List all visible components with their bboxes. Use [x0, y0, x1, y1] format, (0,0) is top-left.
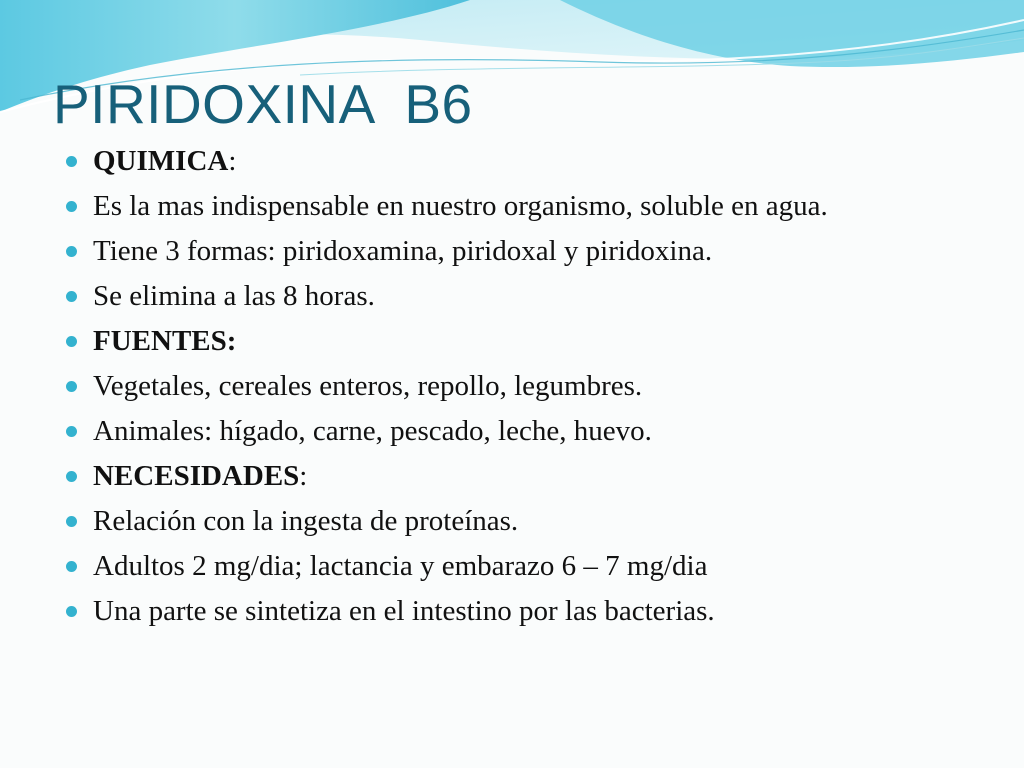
bullet-dot-icon	[66, 201, 77, 212]
bullet-dot-icon	[66, 606, 77, 617]
bullet-text: Animales: hígado, carne, pescado, leche, huevo.	[93, 415, 652, 447]
bullet-text: Se elimina a las 8 horas.	[93, 280, 375, 312]
bullet-item	[66, 414, 966, 449]
bullet-text: :	[228, 145, 237, 177]
bullet-bold-text: NECESIDADES	[93, 460, 300, 492]
bullet-text: Es la mas indispensable en nuestro organismo, soluble en agua.	[93, 190, 828, 222]
bullet-text: :	[299, 460, 308, 492]
bullet-item	[66, 549, 966, 584]
bullet-item	[66, 459, 966, 494]
bullet-item	[66, 144, 966, 179]
bullet-item	[66, 369, 966, 404]
bullet-dot-icon	[66, 516, 77, 527]
bullet-dot-icon	[66, 426, 77, 437]
slide-title: PIRIDOXINA B6	[53, 73, 473, 135]
bullet-item	[66, 234, 966, 269]
bullet-item	[66, 504, 966, 539]
bullet-dot-icon	[66, 336, 77, 347]
bullet-item	[66, 594, 966, 629]
bullet-dot-icon	[66, 246, 77, 257]
bullet-bold-text: QUIMICA	[93, 145, 229, 177]
bullet-item	[66, 324, 966, 359]
bullet-text: Tiene 3 formas: piridoxamina, piridoxal y piridoxina.	[93, 235, 713, 267]
bullet-text: Vegetales, cereales enteros, repollo, legumbres.	[93, 370, 643, 402]
bullet-text: Relación con la ingesta de proteínas.	[93, 505, 519, 537]
bullet-dot-icon	[66, 381, 77, 392]
bullet-text: Una parte se sintetiza en el intestino por las bacterias.	[93, 595, 715, 627]
bullet-dot-icon	[66, 561, 77, 572]
bullet-item	[66, 279, 966, 314]
bullet-dot-icon	[66, 471, 77, 482]
bullet-dot-icon	[66, 156, 77, 167]
bullet-bold-text: FUENTES:	[93, 325, 237, 357]
bullet-text: Adultos 2 mg/dia; lactancia y embarazo 6 – 7 mg/dia	[93, 550, 708, 582]
bullet-list	[66, 144, 966, 639]
bullet-dot-icon	[66, 291, 77, 302]
bullet-item	[66, 189, 966, 224]
